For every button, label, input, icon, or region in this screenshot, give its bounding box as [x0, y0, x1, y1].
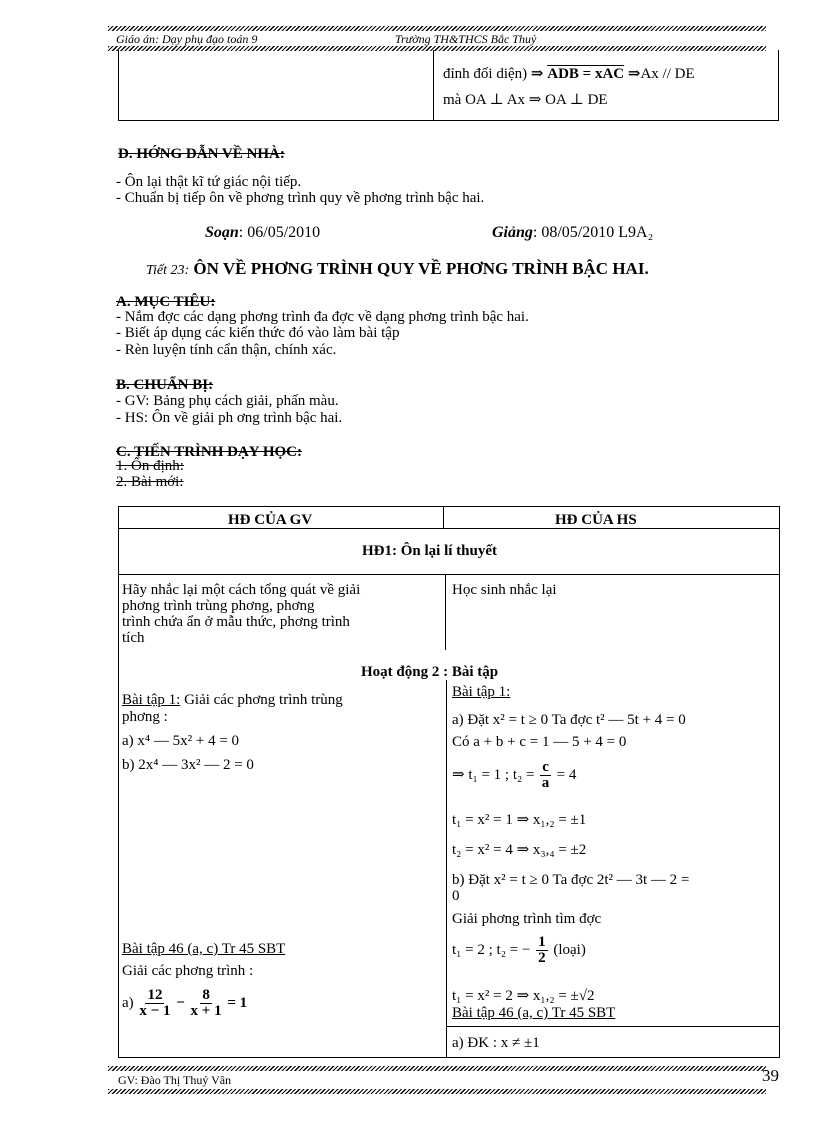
hs-a5: t₂ = x² = 4 ⇒ x₃,₄ = ±2 — [452, 842, 587, 858]
hd1-gv-line-1: Hãy nhắc lại một cách tổng quát về giải — [122, 582, 361, 598]
hd1-col-divider — [445, 574, 446, 650]
hs-a3: ⇒ t₁ = 1 ; t₂ = $\frac{c}{a}$ = 4 — [452, 759, 577, 791]
giang-date: Giảng: 08/05/2010 L9A₂ — [492, 224, 654, 241]
header-center: Trường TH&THCS Bắc Thuỷ — [395, 32, 537, 46]
col-gv-header: HĐ CỦA GV — [228, 512, 313, 528]
hs-a2: Có a + b + c = 1 — 5 + 4 = 0 — [452, 734, 627, 750]
hd1-gv-line-4: tích — [122, 630, 145, 646]
prep-item-2: - HS: Ôn về giải ph ơng trình bậc hai. — [116, 410, 343, 426]
soan-date: Soạn: 06/05/2010 — [205, 224, 321, 241]
hs-b4: t₁ = x² = 2 ⇒ x₁,₂ = ±√2 — [452, 988, 595, 1004]
hs-bt46-divider — [446, 1026, 780, 1027]
prep-title: B. CHUẨN BỊ: — [116, 377, 214, 393]
header-hatch-top — [108, 26, 766, 31]
header-hatch-bottom — [108, 46, 766, 51]
main-table-header-bottom — [118, 528, 780, 529]
hs-a1: a) Đặt x² = t ≥ 0 Ta đợc t² — 5t + 4 = 0 — [452, 712, 686, 728]
gv-bt46-title: Bài tập 46 (a, c) Tr 45 SBT — [122, 941, 286, 957]
top-table-line2: mà OA ⊥ Ax ⇒ OA ⊥ DE — [443, 92, 608, 108]
homework-item-2: - Chuẩn bị tiếp ôn về phơng trình quy về phơng trình bậc hai. — [116, 190, 485, 206]
gv-bt1-a: a) x⁴ — 5x² + 4 = 0 — [122, 733, 240, 749]
prep-item-1: - GV: Bảng phụ cách giải, phấn màu. — [116, 393, 339, 409]
gv-bt1-line2: phơng : — [122, 709, 168, 725]
header-left: Giáo án: Dạy phụ đạo toán 9 — [116, 32, 258, 46]
gv-bt46-a: a) $\frac{12}{x - 1}$ − $\frac{8}{x + 1}$ = 1 — [122, 987, 248, 1019]
hd2-col-divider — [446, 680, 447, 1058]
homework-title: D. HỚNG DẪN VỀ NHÀ: — [118, 146, 285, 162]
process-title: C. TIẾN TRÌNH DẠY HỌC: — [116, 444, 302, 460]
process-item-1: 1. Ổn định: — [116, 458, 184, 474]
hd1-gv-line-2: phơng trình trùng phơng, phơng — [122, 598, 315, 614]
hs-a4: t₁ = x² = 1 ⇒ x₁,₂ = ±1 — [452, 812, 587, 828]
footer-left: GV: Đào Thị Thuý Vân — [118, 1073, 232, 1087]
top-table-bottom-border — [118, 120, 779, 121]
main-table-header-divider — [443, 506, 444, 528]
hd2-title: Hoạt động 2 : Bài tập — [361, 664, 499, 680]
top-table-line1: đỉnh đối diện) ⇒ ADB = xAC ⇒Ax // DE — [443, 66, 695, 82]
top-table-right-border — [778, 50, 779, 120]
hs-bt46-title: Bài tập 46 (a, c) Tr 45 SBT — [452, 1005, 616, 1021]
footer-hatch-top — [108, 1066, 766, 1071]
hd1-gv-line-3: trình chứa ẩn ở mẫu thức, phơng trình — [122, 614, 350, 630]
top-table-left-border — [118, 50, 119, 120]
hd1-title: HĐ1: Ôn lại lí thuyết — [362, 543, 498, 559]
objectives-item-2: - Biết áp dụng các kiến thức đó vào làm bài tập — [116, 325, 400, 341]
hs-bt46-a: a) ĐK : x ≠ ±1 — [452, 1035, 540, 1051]
hd1-divider — [118, 574, 780, 575]
footer-hatch-bottom — [108, 1089, 766, 1094]
homework-item-1: - Ôn lại thật kĩ tứ giác nội tiếp. — [116, 174, 302, 190]
hs-b2: Giải phơng trình tìm đợc — [452, 911, 602, 927]
gv-bt1-line1: Bài tập 1: Giải các phơng trình trùng — [122, 692, 343, 708]
hs-b1b: 0 — [452, 888, 460, 904]
top-table-divider — [433, 50, 434, 120]
page-number: 39 — [762, 1066, 779, 1085]
lesson-title: Tiết 23: ÔN VỀ PHƠNG TRÌNH QUY VỀ PHƠNG TRÌNH BẬC HAI. — [146, 259, 649, 278]
objectives-item-1: - Nắm đợc các dạng phơng trình đa đợc về dạng phơng trình bậc hai. — [116, 309, 529, 325]
gv-bt46-text: Giải các phơng trình : — [122, 963, 254, 979]
objectives-item-3: - Rèn luyện tính cẩn thận, chính xác. — [116, 342, 337, 358]
process-item-2: 2. Bài mới: — [116, 474, 184, 490]
objectives-title: A. MỤC TIÊU: — [116, 294, 216, 310]
hs-b1: b) Đặt x² = t ≥ 0 Ta đợc 2t² — 3t — 2 = — [452, 872, 690, 888]
gv-bt1-b: b) 2x⁴ — 3x² — 2 = 0 — [122, 757, 254, 773]
col-hs-header: HĐ CỦA HS — [555, 512, 637, 528]
hs-b3: t₁ = 2 ; t₂ = − $\frac{1}{2}$ (loại) — [452, 934, 586, 966]
hd1-hs: Học sinh nhắc lại — [452, 582, 557, 598]
hs-bt1-title: Bài tập 1: — [452, 684, 511, 700]
